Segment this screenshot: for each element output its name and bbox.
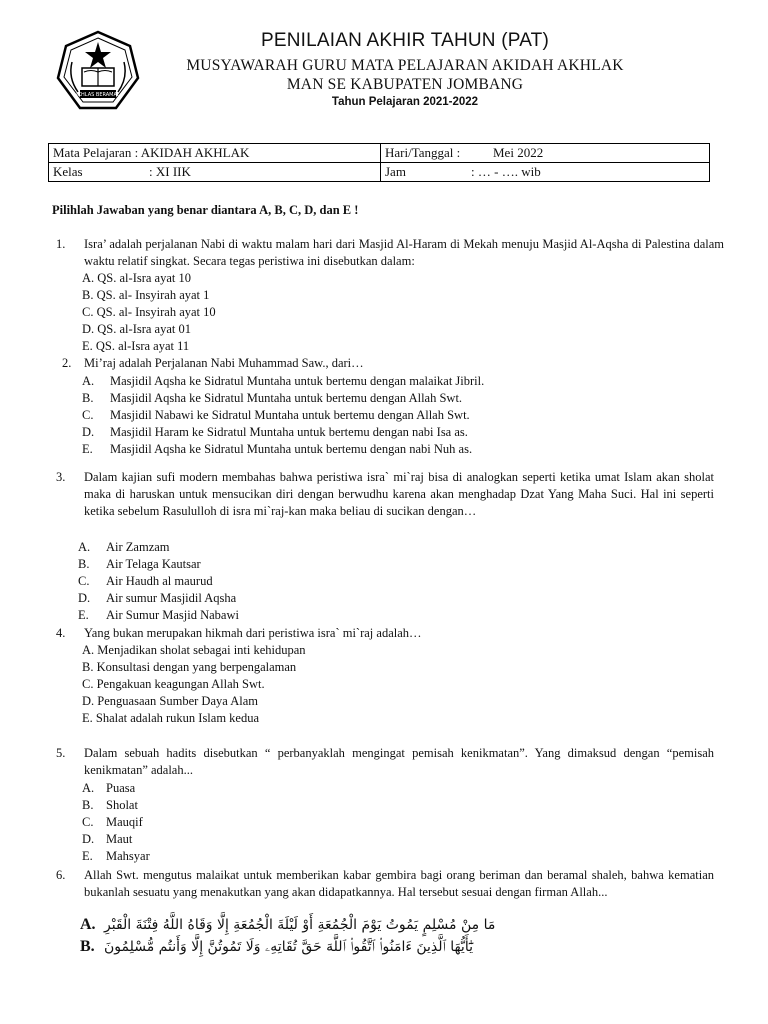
option-a: A. Masjidil Aqsha ke Sidratul Muntaha untuk bertemu dengan malaikat Jibril. — [82, 374, 485, 388]
option-b: B. Air Telaga Kautsar — [78, 557, 201, 571]
logo-motto: IKHLAS BERAMAL — [76, 92, 120, 99]
question-number: 1. — [56, 237, 66, 251]
option-e: E. Shalat adalah rukun Islam kedua — [82, 711, 260, 725]
time-label: Jam — [385, 164, 406, 179]
option-e: E. Air Sumur Masjid Nabawi — [78, 608, 239, 622]
option-a — [80, 916, 495, 938]
question-1-options — [82, 270, 216, 355]
question-text: Yang bukan merupakan hikmah dari peristiwa isra` mi`raj adalah… — [84, 626, 422, 640]
instruction-text: Pilihlah Jawaban yang benar diantara A, B, C, D, dan E ! — [52, 203, 359, 217]
question-number: 2. — [62, 356, 72, 370]
option-b: B. Konsultasi dengan yang berpengalaman — [82, 660, 297, 674]
question-number: 6. — [56, 868, 66, 882]
option-d: D. Air sumur Masjidil Aqsha — [78, 591, 237, 605]
question-text: Mi’raj adalah Perjalanan Nabi Muhammad Saw., dari… — [84, 356, 364, 370]
option-a: A. Menjadikan sholat sebagai inti kehidupan — [82, 643, 306, 657]
arabic-text: مَا مِنْ مُسْلِمٍ يَمُوتُ يَوْمَ الْجُمُعَةِ أَوْ لَيْلَةَ الْجُمُعَةِ إِلَّا وَقَاهُ اللَّهُ فِتْنَةَ الْقَبْرِ — [104, 917, 496, 933]
question-3-options — [78, 539, 239, 624]
option-e: E. Masjidil Aqsha ke Sidratul Muntaha untuk bertemu dengan nabi Nuh as. — [82, 442, 473, 456]
option-b: B. Masjidil Aqsha ke Sidratul Muntaha untuk bertemu dengan Allah Swt. — [82, 391, 463, 405]
option-b — [80, 938, 473, 960]
institution-name: MAN SE KABUPATEN JOMBANG — [286, 76, 524, 93]
academic-year: Tahun Pelajaran 2021-2022 — [331, 96, 479, 108]
class-label: Kelas — [53, 164, 83, 179]
option-c: C. Pengakuan keagungan Allah Swt. — [82, 677, 265, 691]
question-text: Dalam sebuah hadits disebutkan “ perbanyaklah mengingat pemisah kenikmatan”. Yang dimaksud dengan “pemisah kenikmatan” adalah... — [84, 746, 714, 777]
question-number: 4. — [56, 626, 66, 640]
option-d: D. QS. al-Isra ayat 01 — [82, 322, 191, 336]
option-b: B. Sholat — [82, 798, 138, 812]
option-letter: B. — [80, 938, 95, 955]
option-e: E. Mahsyar — [82, 849, 150, 863]
option-c: C. QS. al- Insyirah ayat 10 — [82, 305, 216, 319]
question-text: Dalam kajian sufi modern membahas bahwa peristiwa isra` mi`raj bisa di analogkan seperti ketika umat Islam akan sholat maka di haruskan untuk mensucikan diri dengan berwudhu karena akan menghadap Dzat Yang Maha Suci. Hal ini seperti ketika sebelum Rasululloh di isra mi`raj-kan maka beliau di sucikan dengan… — [84, 470, 714, 518]
question-number: 5. — [56, 746, 66, 760]
option-c: C. Air Haudh al maurud — [78, 574, 213, 588]
option-a: A. Air Zamzam — [78, 540, 170, 554]
question-2-options — [82, 373, 484, 458]
option-d: D. Maut — [82, 832, 133, 846]
option-letter: A. — [80, 916, 96, 933]
date-value: Mei 2022 — [493, 145, 544, 160]
date-label: Hari/Tanggal : — [385, 145, 461, 160]
option-d: D. Penguasaan Sumber Daya Alam — [82, 694, 259, 708]
option-a: A. Puasa — [82, 781, 136, 795]
arabic-text: يَٰٓأَيُّهَا ٱلَّذِينَ ءَامَنُوا۟ ٱتَّقُوا۟ ٱللَّهَ حَقَّ تُقَاتِهِۦ وَلَا تَمُوتُنَّ إِلَّا وَأَنتُم مُّسْلِمُونَ — [104, 939, 473, 955]
subject-cell — [49, 144, 381, 163]
option-c: C. Mauqif — [82, 815, 143, 829]
option-b: B. QS. al- Insyirah ayat 1 — [82, 288, 210, 302]
date-cell — [381, 144, 710, 163]
option-e: E. QS. al-Isra ayat 11 — [82, 339, 190, 353]
option-c: C. Masjidil Nabawi ke Sidratul Muntaha untuk bertemu dengan Allah Swt. — [82, 408, 470, 422]
time-cell — [381, 163, 710, 182]
organization-name: MUSYAWARAH GURU MATA PELAJARAN AKIDAH AKHLAK — [186, 57, 624, 74]
question-4-options — [82, 642, 306, 727]
page-title: PENILAIAN AKHIR TAHUN (PAT) — [261, 30, 549, 51]
question-text: Allah Swt. mengutus malaikat untuk memberikan kabar gembira bagi orang beriman dan beramal shaleh, bahwa kematian bukanlah sesuatu yang menakutkan yang akan didapatkannya. Hal tersebut sesuai dengan firman Allah... — [84, 868, 714, 899]
question-text: Isra’ adalah perjalanan Nabi di waktu malam hari dari Masjid Al-Haram di Mekah menuju Masjid Al-Aqsha di Palestina dalam waktu relatif singkat. Secara tegas peristiwa ini disebutkan dalam: — [84, 237, 724, 268]
subject-text: Mata Pelajaran : AKIDAH AKHLAK — [53, 145, 250, 160]
option-a: A. QS. al-Isra ayat 10 — [82, 271, 191, 285]
class-value: : XI IIK — [149, 164, 191, 179]
question-5-options — [82, 780, 150, 865]
class-cell — [49, 163, 381, 182]
time-value: : … - …. wib — [471, 164, 541, 179]
exam-info-table — [48, 143, 710, 182]
question-number: 3. — [56, 470, 66, 484]
ministry-emblem-icon — [54, 28, 142, 116]
option-d: D. Masjidil Haram ke Sidratul Muntaha untuk bertemu dengan nabi Isa as. — [82, 425, 468, 439]
